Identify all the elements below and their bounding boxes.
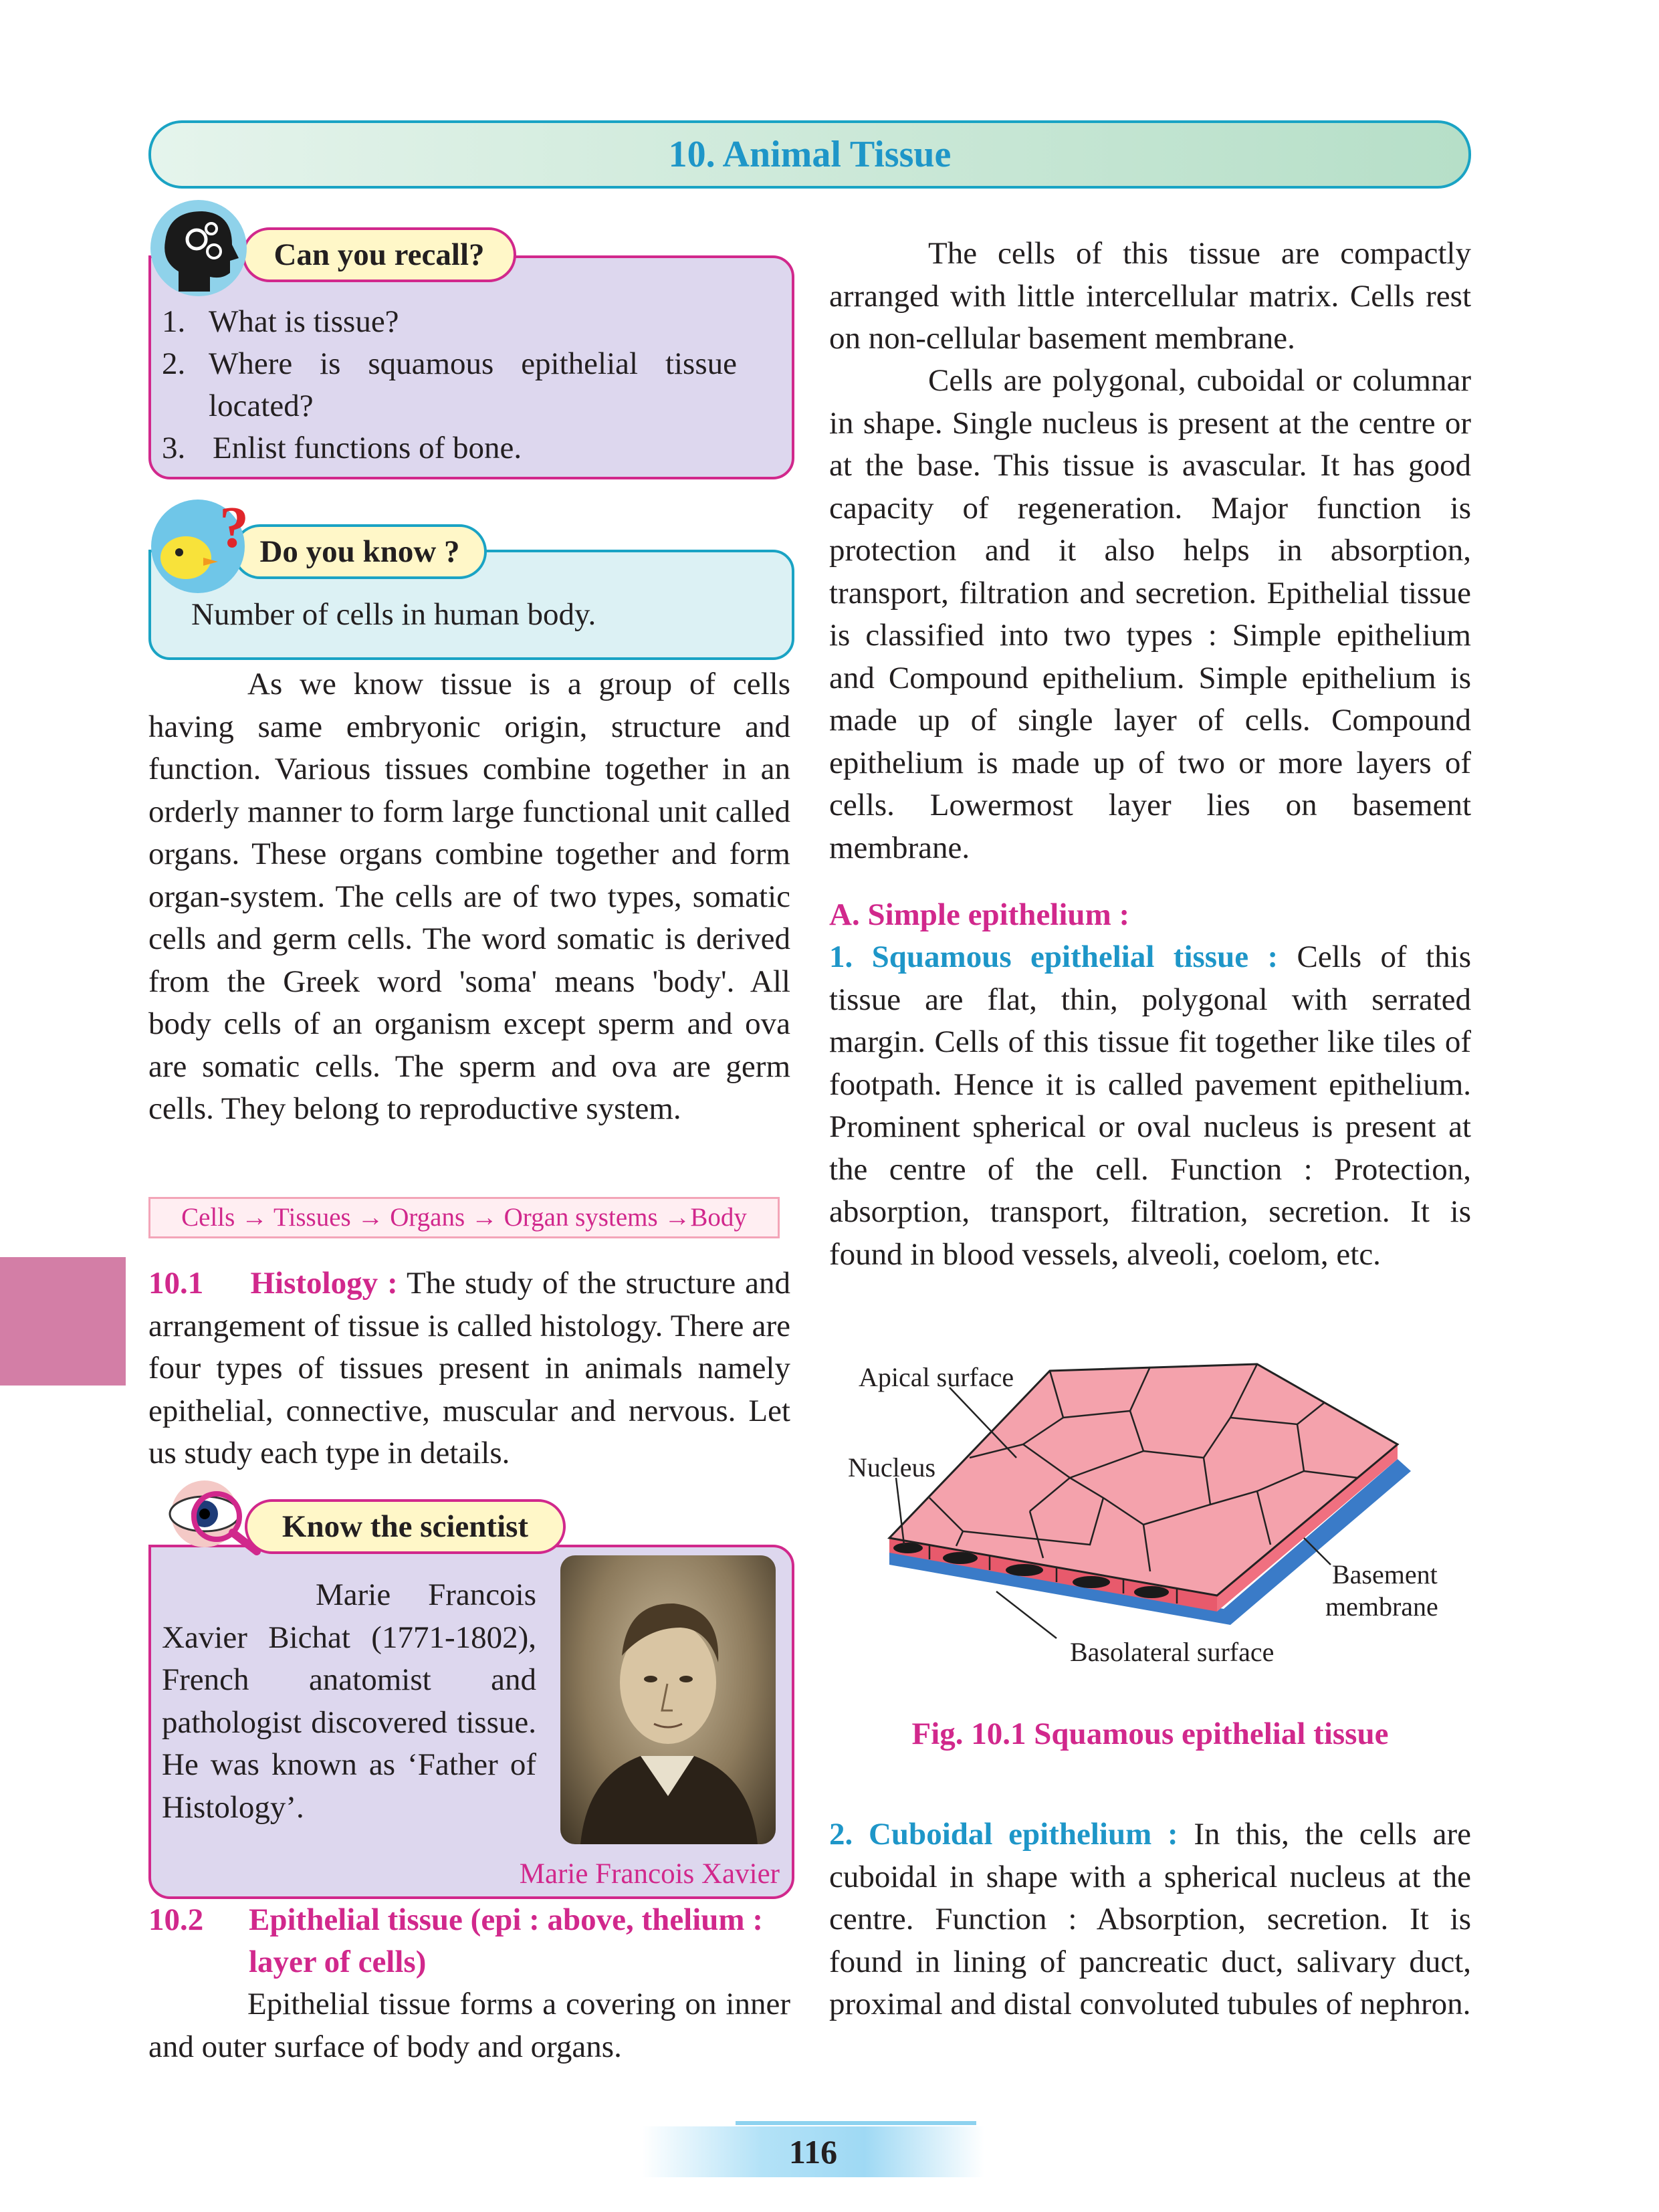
chapter-title: 10. Animal Tissue <box>668 134 952 175</box>
squamous-heading: 1. Squamous epithelial tissue : <box>829 939 1279 974</box>
figure-caption: Fig. 10.1 Squamous epithelial tissue <box>911 1717 1389 1751</box>
organization-flow: Cells → Tissues → Organs → Organ systems →Body <box>148 1197 780 1238</box>
side-tab <box>0 1257 126 1386</box>
intro-paragraph: As we know tissue is a group of cells having same embryonic origin, structure and function. Various tissues combine together in an orderly manner to form large functional unit called organs. These organs combine together and form organ-system. The cells are of two types, somatic cells and germ cells. The word somatic is derived from the Greek word 'soma' means 'body'. All body cells of an organism except sperm and ova are somatic cells. The sperm and ova are germ cells. They belong to reproductive system. <box>148 667 790 1126</box>
section-number: 10.2 <box>148 1902 204 1937</box>
label-apical-surface: Apical surface <box>859 1362 1014 1392</box>
label-nucleus: Nucleus <box>848 1452 936 1482</box>
squamous-text: Cells of this tissue are flat, thin, polygonal with serrated margin. Cells of this tissue fit together like tiles of footpath. Hence it is called pavement epithelium. Prominent spherical or oval nucleus is present at the centre of the cell. Function : Protection, absorption, transport, filtration, secretion. It is found in blood vessels, alveoli, coelom, etc. <box>829 939 1471 1272</box>
cuboidal-section <box>829 1813 1471 2026</box>
portrait-figure <box>560 1555 776 1844</box>
right-paragraph-1: The cells of this tissue are compactly arranged with little intercellular matrix. Cells rest on non-cellular basement membrane. <box>829 236 1471 356</box>
label-membrane: membrane <box>1325 1591 1438 1622</box>
right-paragraph-2: Cells are polygonal, cuboidal or columnar in shape. Single nucleus is present at the centre or at the base. This tissue is avascular. It has good capacity of regeneration. Major function is protection and it also helps in absorption, transport, filtration and secretion. Epithelial tissue is classified into two types : Simple epithelium and Compound epithelium. Simple epithelium is made up of single layer of cells. Compound epithelium is made up of two or more layers of cells. Lowermost layer lies on basement membrane. <box>829 363 1471 865</box>
scientist-box <box>148 1545 794 1899</box>
scientist-portrait <box>560 1555 776 1844</box>
know-label: Do you know ? <box>233 524 487 579</box>
page-number: 116 <box>788 2133 838 2171</box>
histology-section <box>148 1262 790 1475</box>
epithelial-text: Epithelial tissue forms a covering on inner and outer surface of body and organs. <box>148 1987 790 2064</box>
recall-item: 1. What is tissue? <box>162 304 399 339</box>
label-basolateral-surface: Basolateral surface <box>1070 1637 1275 1667</box>
portrait-caption: Marie Francois Xavier <box>519 1858 780 1890</box>
squamous-figure <box>829 1344 1484 1692</box>
page-rule <box>736 2121 976 2125</box>
head-gears-icon <box>148 198 249 298</box>
epithelial-section <box>148 1899 790 2068</box>
recall-item: 2. Where is squamous epithelial tissue located? <box>162 346 737 423</box>
histology-heading: Histology : <box>250 1266 398 1301</box>
simple-epithelium-heading: A. Simple epithelium : <box>829 897 1130 932</box>
histology-text: The study of the structure and arrangement of tissue is called histology. There are four types of tissues present in animals namely epithelial, connective, muscular and nervous. Let us study each type in details. <box>148 1266 791 1470</box>
section-number: 10.1 <box>148 1266 204 1301</box>
know-text: Number of cells in human body. <box>191 597 596 632</box>
squamous-section <box>829 936 1471 1276</box>
recall-label: Can you recall? <box>242 227 516 282</box>
cuboidal-heading: 2. Cuboidal epithelium : <box>829 1817 1178 1852</box>
svg-text:?: ? <box>219 496 249 560</box>
scientist-text: Marie Francois Xavier Bichat (1771-1802), French anatomist and pathologist discovered tissue. He was known as ‘Father of Histology’. <box>162 1577 536 1825</box>
label-basement: Basement <box>1332 1559 1438 1589</box>
epithelial-heading: Epithelial tissue (epi : above, thelium : layer of cells) <box>249 1902 763 1979</box>
scientist-label: Know the scientist <box>245 1499 566 1554</box>
cuboidal-text: In this, the cells are cuboidal in shape with a spherical nucleus at the centre. Function : Absorption, secretion. It is found in lining of pancreatic duct, salivary duct, proximal and distal convoluted tubules of nephron. <box>829 1817 1472 2021</box>
bird-question-icon <box>144 496 251 596</box>
eye-magnifier-icon <box>156 1476 263 1557</box>
recall-item: 3. Enlist functions of bone. <box>162 431 522 465</box>
